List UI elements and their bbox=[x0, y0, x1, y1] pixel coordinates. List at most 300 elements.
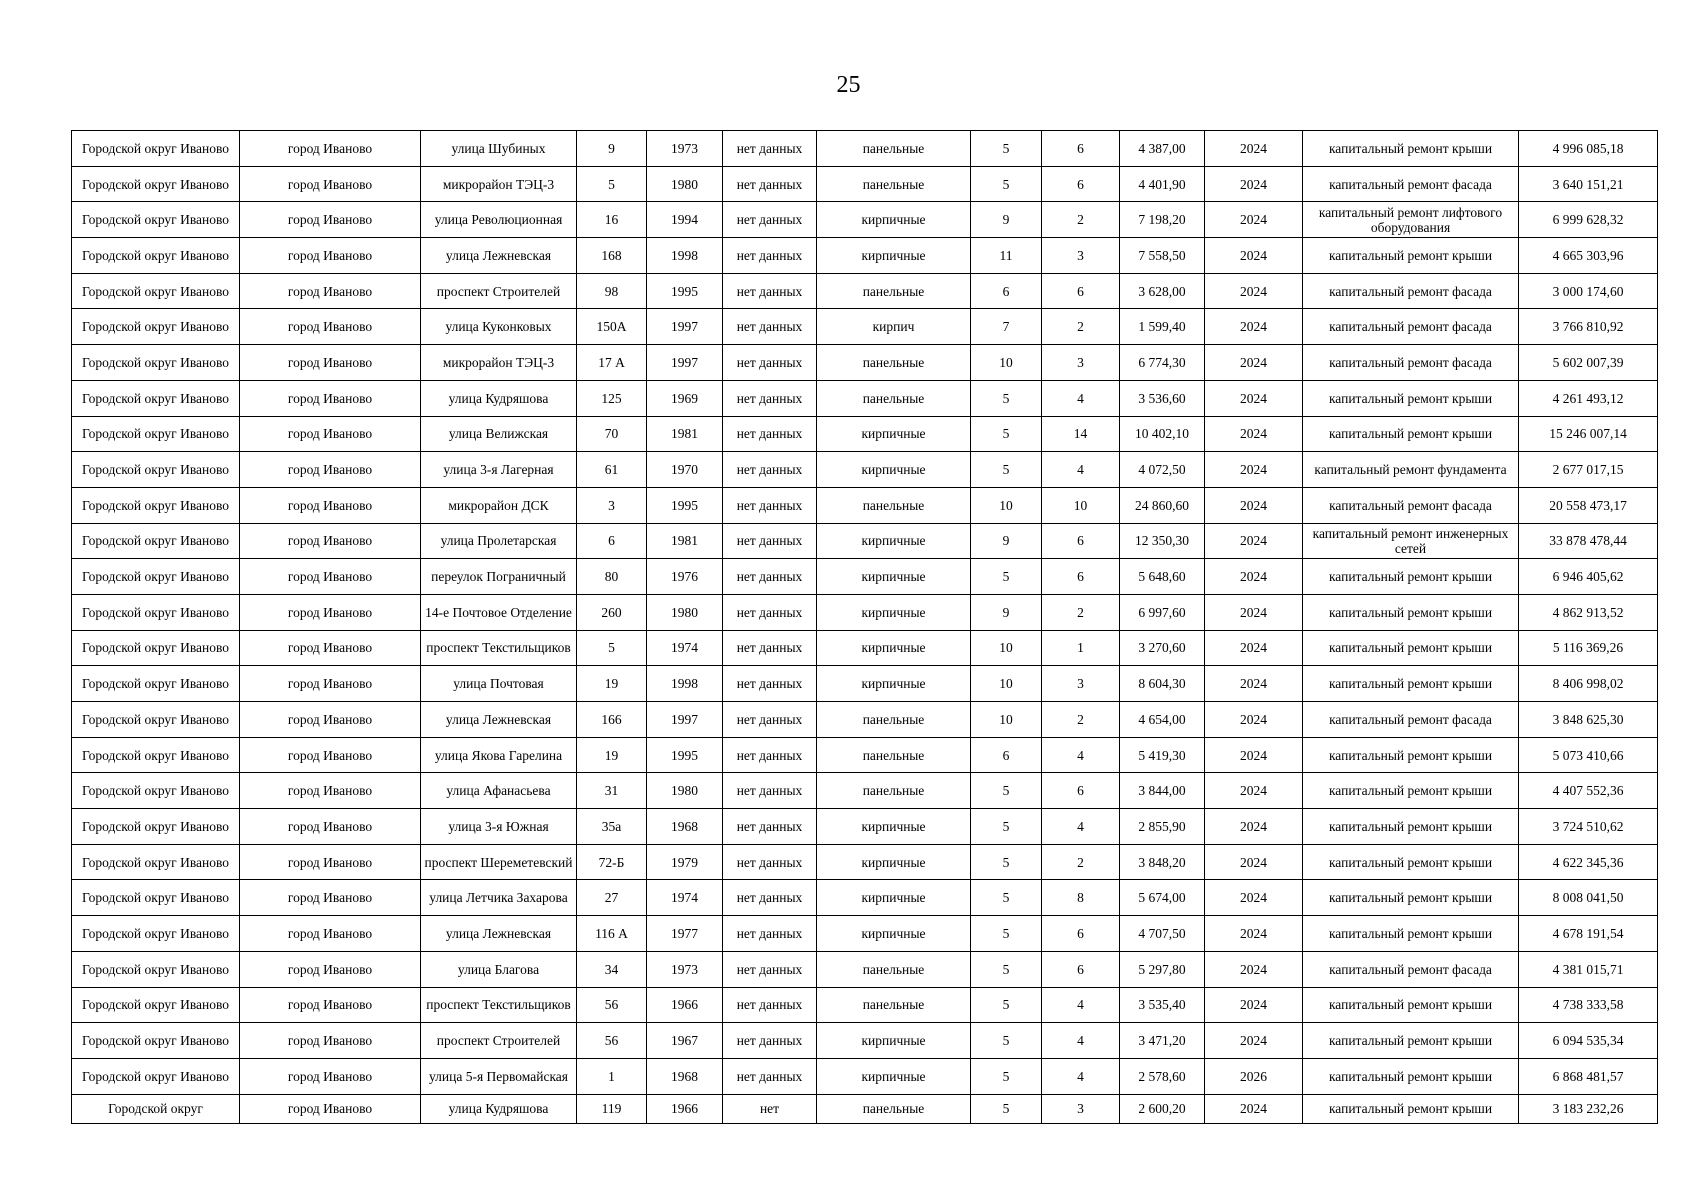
cell-municipality: Городской округ Иваново bbox=[72, 380, 240, 416]
cell-status: нет данных bbox=[723, 238, 817, 274]
cell-cost: 3 766 810,92 bbox=[1519, 309, 1658, 345]
cell-entrances: 6 bbox=[1042, 273, 1120, 309]
cell-work-type: капитальный ремонт крыши bbox=[1303, 737, 1519, 773]
cell-municipality: Городской округ Иваново bbox=[72, 487, 240, 523]
cell-work-type: капитальный ремонт крыши bbox=[1303, 916, 1519, 952]
cell-floors: 9 bbox=[971, 523, 1042, 559]
cell-street: проспект Строителей bbox=[421, 273, 577, 309]
cell-municipality: Городской округ Иваново bbox=[72, 987, 240, 1023]
cell-settlement: город Иваново bbox=[240, 309, 421, 345]
cell-floors: 5 bbox=[971, 987, 1042, 1023]
cell-street: проспект Текстильщиков bbox=[421, 630, 577, 666]
cell-floors: 5 bbox=[971, 452, 1042, 488]
cell-entrances: 2 bbox=[1042, 202, 1120, 238]
cell-cost: 4 381 015,71 bbox=[1519, 951, 1658, 987]
cell-area: 6 997,60 bbox=[1120, 594, 1205, 630]
cell-cost: 3 183 232,26 bbox=[1519, 1094, 1658, 1123]
cell-street: улица Лежневская bbox=[421, 916, 577, 952]
cell-plan-year: 2024 bbox=[1205, 809, 1303, 845]
cell-plan-year: 2024 bbox=[1205, 1094, 1303, 1123]
cell-house-number: 5 bbox=[577, 166, 647, 202]
table-row bbox=[72, 1094, 1658, 1123]
cell-area: 1 599,40 bbox=[1120, 309, 1205, 345]
cell-plan-year: 2026 bbox=[1205, 1058, 1303, 1094]
cell-floors: 5 bbox=[971, 1058, 1042, 1094]
cell-entrances: 2 bbox=[1042, 702, 1120, 738]
cell-floors: 6 bbox=[971, 273, 1042, 309]
cell-area: 5 297,80 bbox=[1120, 951, 1205, 987]
cell-work-type: капитальный ремонт крыши bbox=[1303, 1094, 1519, 1123]
cell-plan-year: 2024 bbox=[1205, 880, 1303, 916]
cell-municipality: Городской округ Иваново bbox=[72, 666, 240, 702]
cell-cost: 20 558 473,17 bbox=[1519, 487, 1658, 523]
cell-house-number: 9 bbox=[577, 131, 647, 167]
cell-wall-material: панельные bbox=[817, 487, 971, 523]
cell-area: 10 402,10 bbox=[1120, 416, 1205, 452]
cell-entrances: 6 bbox=[1042, 916, 1120, 952]
table-row bbox=[72, 416, 1658, 452]
cell-area: 3 628,00 bbox=[1120, 273, 1205, 309]
cell-status: нет данных bbox=[723, 273, 817, 309]
cell-status: нет данных bbox=[723, 630, 817, 666]
housing-repair-table bbox=[71, 130, 1658, 1124]
cell-settlement: город Иваново bbox=[240, 452, 421, 488]
table-row bbox=[72, 273, 1658, 309]
cell-cost: 4 665 303,96 bbox=[1519, 238, 1658, 274]
cell-entrances: 4 bbox=[1042, 737, 1120, 773]
cell-status: нет данных bbox=[723, 666, 817, 702]
cell-plan-year: 2024 bbox=[1205, 131, 1303, 167]
cell-wall-material: панельные bbox=[817, 702, 971, 738]
cell-status: нет данных bbox=[723, 166, 817, 202]
cell-street: улица Летчика Захарова bbox=[421, 880, 577, 916]
cell-floors: 5 bbox=[971, 1094, 1042, 1123]
table-row bbox=[72, 666, 1658, 702]
cell-entrances: 6 bbox=[1042, 559, 1120, 595]
cell-entrances: 1 bbox=[1042, 630, 1120, 666]
cell-municipality: Городской округ Иваново bbox=[72, 131, 240, 167]
cell-plan-year: 2024 bbox=[1205, 273, 1303, 309]
cell-wall-material: кирпичные bbox=[817, 559, 971, 595]
cell-settlement: город Иваново bbox=[240, 844, 421, 880]
cell-settlement: город Иваново bbox=[240, 1094, 421, 1123]
cell-wall-material: панельные bbox=[817, 987, 971, 1023]
cell-work-type: капитальный ремонт фасада bbox=[1303, 487, 1519, 523]
cell-house-number: 35а bbox=[577, 809, 647, 845]
table-row bbox=[72, 916, 1658, 952]
cell-status: нет данных bbox=[723, 880, 817, 916]
cell-wall-material: панельные bbox=[817, 273, 971, 309]
cell-work-type: капитальный ремонт крыши bbox=[1303, 131, 1519, 167]
cell-street: 14-е Почтовое Отделение bbox=[421, 594, 577, 630]
cell-status: нет данных bbox=[723, 702, 817, 738]
cell-floors: 5 bbox=[971, 131, 1042, 167]
cell-cost: 33 878 478,44 bbox=[1519, 523, 1658, 559]
cell-house-number: 56 bbox=[577, 1023, 647, 1059]
cell-house-number: 19 bbox=[577, 737, 647, 773]
cell-status: нет данных bbox=[723, 380, 817, 416]
cell-work-type: капитальный ремонт крыши bbox=[1303, 1023, 1519, 1059]
cell-settlement: город Иваново bbox=[240, 1023, 421, 1059]
cell-wall-material: кирпичные bbox=[817, 809, 971, 845]
cell-entrances: 14 bbox=[1042, 416, 1120, 452]
cell-cost: 6 868 481,57 bbox=[1519, 1058, 1658, 1094]
cell-wall-material: кирпичные bbox=[817, 1023, 971, 1059]
cell-cost: 6 999 628,32 bbox=[1519, 202, 1658, 238]
cell-status: нет данных bbox=[723, 951, 817, 987]
cell-work-type: капитальный ремонт фасада bbox=[1303, 166, 1519, 202]
cell-build-year: 1997 bbox=[647, 702, 723, 738]
cell-wall-material: панельные bbox=[817, 951, 971, 987]
cell-cost: 6 094 535,34 bbox=[1519, 1023, 1658, 1059]
cell-build-year: 1976 bbox=[647, 559, 723, 595]
cell-house-number: 31 bbox=[577, 773, 647, 809]
cell-wall-material: кирпичные bbox=[817, 916, 971, 952]
cell-floors: 5 bbox=[971, 809, 1042, 845]
cell-area: 5 419,30 bbox=[1120, 737, 1205, 773]
cell-floors: 10 bbox=[971, 487, 1042, 523]
cell-work-type: капитальный ремонт крыши bbox=[1303, 987, 1519, 1023]
cell-build-year: 1998 bbox=[647, 238, 723, 274]
cell-plan-year: 2024 bbox=[1205, 238, 1303, 274]
cell-street: проспект Шереметевский bbox=[421, 844, 577, 880]
cell-street: проспект Текстильщиков bbox=[421, 987, 577, 1023]
cell-plan-year: 2024 bbox=[1205, 1023, 1303, 1059]
cell-build-year: 1997 bbox=[647, 309, 723, 345]
cell-settlement: город Иваново bbox=[240, 416, 421, 452]
table-row bbox=[72, 737, 1658, 773]
cell-work-type: капитальный ремонт крыши bbox=[1303, 1058, 1519, 1094]
cell-plan-year: 2024 bbox=[1205, 737, 1303, 773]
cell-work-type: капитальный ремонт крыши bbox=[1303, 238, 1519, 274]
cell-floors: 9 bbox=[971, 594, 1042, 630]
table-row bbox=[72, 951, 1658, 987]
cell-cost: 8 008 041,50 bbox=[1519, 880, 1658, 916]
cell-wall-material: панельные bbox=[817, 773, 971, 809]
cell-municipality: Городской округ Иваново bbox=[72, 202, 240, 238]
cell-status: нет bbox=[723, 1094, 817, 1123]
cell-house-number: 98 bbox=[577, 273, 647, 309]
cell-floors: 5 bbox=[971, 1023, 1042, 1059]
cell-plan-year: 2024 bbox=[1205, 702, 1303, 738]
cell-plan-year: 2024 bbox=[1205, 452, 1303, 488]
cell-house-number: 6 bbox=[577, 523, 647, 559]
cell-settlement: город Иваново bbox=[240, 380, 421, 416]
cell-municipality: Городской округ Иваново bbox=[72, 702, 240, 738]
cell-floors: 11 bbox=[971, 238, 1042, 274]
cell-area: 3 535,40 bbox=[1120, 987, 1205, 1023]
cell-status: нет данных bbox=[723, 452, 817, 488]
cell-municipality: Городской округ Иваново bbox=[72, 309, 240, 345]
cell-municipality: Городской округ Иваново bbox=[72, 166, 240, 202]
cell-street: улица Лежневская bbox=[421, 702, 577, 738]
cell-build-year: 1981 bbox=[647, 416, 723, 452]
cell-street: микрорайон ТЭЦ-3 bbox=[421, 345, 577, 381]
cell-build-year: 1968 bbox=[647, 809, 723, 845]
cell-entrances: 4 bbox=[1042, 809, 1120, 845]
cell-floors: 6 bbox=[971, 737, 1042, 773]
cell-floors: 5 bbox=[971, 416, 1042, 452]
cell-cost: 4 261 493,12 bbox=[1519, 380, 1658, 416]
cell-house-number: 27 bbox=[577, 880, 647, 916]
table-row bbox=[72, 594, 1658, 630]
cell-cost: 5 073 410,66 bbox=[1519, 737, 1658, 773]
cell-house-number: 168 bbox=[577, 238, 647, 274]
cell-work-type: капитальный ремонт крыши bbox=[1303, 844, 1519, 880]
cell-status: нет данных bbox=[723, 202, 817, 238]
cell-settlement: город Иваново bbox=[240, 1058, 421, 1094]
cell-municipality: Городской округ Иваново bbox=[72, 238, 240, 274]
cell-wall-material: кирпичные bbox=[817, 202, 971, 238]
cell-entrances: 6 bbox=[1042, 951, 1120, 987]
cell-work-type: капитальный ремонт крыши bbox=[1303, 416, 1519, 452]
cell-area: 5 674,00 bbox=[1120, 880, 1205, 916]
table-row bbox=[72, 702, 1658, 738]
cell-cost: 4 738 333,58 bbox=[1519, 987, 1658, 1023]
table-row bbox=[72, 345, 1658, 381]
cell-wall-material: панельные bbox=[817, 131, 971, 167]
cell-entrances: 4 bbox=[1042, 987, 1120, 1023]
cell-floors: 10 bbox=[971, 630, 1042, 666]
cell-plan-year: 2024 bbox=[1205, 345, 1303, 381]
cell-wall-material: кирпич bbox=[817, 309, 971, 345]
cell-settlement: город Иваново bbox=[240, 773, 421, 809]
cell-status: нет данных bbox=[723, 309, 817, 345]
cell-entrances: 4 bbox=[1042, 452, 1120, 488]
cell-municipality: Городской округ Иваново bbox=[72, 273, 240, 309]
cell-municipality: Городской округ Иваново bbox=[72, 951, 240, 987]
cell-area: 8 604,30 bbox=[1120, 666, 1205, 702]
cell-wall-material: кирпичные bbox=[817, 594, 971, 630]
cell-status: нет данных bbox=[723, 559, 817, 595]
cell-build-year: 1973 bbox=[647, 951, 723, 987]
cell-area: 24 860,60 bbox=[1120, 487, 1205, 523]
cell-entrances: 6 bbox=[1042, 166, 1120, 202]
table-row bbox=[72, 523, 1658, 559]
cell-cost: 15 246 007,14 bbox=[1519, 416, 1658, 452]
cell-build-year: 1967 bbox=[647, 1023, 723, 1059]
cell-municipality: Городской округ Иваново bbox=[72, 345, 240, 381]
table-body bbox=[72, 131, 1658, 1124]
cell-floors: 10 bbox=[971, 345, 1042, 381]
cell-build-year: 1974 bbox=[647, 880, 723, 916]
cell-wall-material: кирпичные bbox=[817, 880, 971, 916]
cell-cost: 3 848 625,30 bbox=[1519, 702, 1658, 738]
cell-floors: 5 bbox=[971, 880, 1042, 916]
table-row bbox=[72, 559, 1658, 595]
cell-work-type: капитальный ремонт фасада bbox=[1303, 702, 1519, 738]
cell-plan-year: 2024 bbox=[1205, 202, 1303, 238]
table-row bbox=[72, 238, 1658, 274]
cell-area: 7 198,20 bbox=[1120, 202, 1205, 238]
cell-build-year: 1998 bbox=[647, 666, 723, 702]
cell-plan-year: 2024 bbox=[1205, 559, 1303, 595]
cell-street: улица 5-я Первомайская bbox=[421, 1058, 577, 1094]
cell-cost: 3 000 174,60 bbox=[1519, 273, 1658, 309]
cell-build-year: 1980 bbox=[647, 594, 723, 630]
cell-plan-year: 2024 bbox=[1205, 523, 1303, 559]
cell-settlement: город Иваново bbox=[240, 594, 421, 630]
cell-municipality: Городской округ Иваново bbox=[72, 844, 240, 880]
cell-area: 4 707,50 bbox=[1120, 916, 1205, 952]
cell-entrances: 6 bbox=[1042, 523, 1120, 559]
table-row bbox=[72, 809, 1658, 845]
cell-settlement: город Иваново bbox=[240, 951, 421, 987]
table-row bbox=[72, 309, 1658, 345]
cell-area: 3 536,60 bbox=[1120, 380, 1205, 416]
cell-work-type: капитальный ремонт фасада bbox=[1303, 345, 1519, 381]
cell-floors: 10 bbox=[971, 702, 1042, 738]
cell-municipality: Городской округ Иваново bbox=[72, 1058, 240, 1094]
cell-wall-material: кирпичные bbox=[817, 238, 971, 274]
cell-plan-year: 2024 bbox=[1205, 416, 1303, 452]
cell-floors: 5 bbox=[971, 916, 1042, 952]
cell-street: микрорайон ДСК bbox=[421, 487, 577, 523]
cell-area: 5 648,60 bbox=[1120, 559, 1205, 595]
cell-build-year: 1980 bbox=[647, 773, 723, 809]
cell-house-number: 56 bbox=[577, 987, 647, 1023]
cell-settlement: город Иваново bbox=[240, 666, 421, 702]
cell-house-number: 70 bbox=[577, 416, 647, 452]
cell-plan-year: 2024 bbox=[1205, 594, 1303, 630]
cell-work-type: капитальный ремонт фасада bbox=[1303, 951, 1519, 987]
cell-settlement: город Иваново bbox=[240, 880, 421, 916]
table-row bbox=[72, 844, 1658, 880]
cell-floors: 5 bbox=[971, 380, 1042, 416]
cell-entrances: 4 bbox=[1042, 1023, 1120, 1059]
cell-plan-year: 2024 bbox=[1205, 916, 1303, 952]
cell-municipality: Городской округ Иваново bbox=[72, 773, 240, 809]
cell-settlement: город Иваново bbox=[240, 166, 421, 202]
cell-entrances: 3 bbox=[1042, 238, 1120, 274]
table-row bbox=[72, 166, 1658, 202]
table-row bbox=[72, 131, 1658, 167]
cell-house-number: 166 bbox=[577, 702, 647, 738]
cell-entrances: 6 bbox=[1042, 131, 1120, 167]
cell-cost: 6 946 405,62 bbox=[1519, 559, 1658, 595]
cell-street: улица Шубиных bbox=[421, 131, 577, 167]
cell-house-number: 16 bbox=[577, 202, 647, 238]
cell-entrances: 3 bbox=[1042, 666, 1120, 702]
cell-work-type: капитальный ремонт инженерных сетей bbox=[1303, 523, 1519, 559]
cell-work-type: капитальный ремонт фасада bbox=[1303, 309, 1519, 345]
cell-house-number: 260 bbox=[577, 594, 647, 630]
cell-street: улица Благова bbox=[421, 951, 577, 987]
cell-street: улица Почтовая bbox=[421, 666, 577, 702]
cell-wall-material: панельные bbox=[817, 345, 971, 381]
cell-work-type: капитальный ремонт фундамента bbox=[1303, 452, 1519, 488]
cell-street: улица Велижская bbox=[421, 416, 577, 452]
cell-floors: 7 bbox=[971, 309, 1042, 345]
cell-settlement: город Иваново bbox=[240, 523, 421, 559]
cell-house-number: 150А bbox=[577, 309, 647, 345]
cell-house-number: 19 bbox=[577, 666, 647, 702]
cell-municipality: Городской округ Иваново bbox=[72, 594, 240, 630]
cell-house-number: 80 bbox=[577, 559, 647, 595]
cell-cost: 3 640 151,21 bbox=[1519, 166, 1658, 202]
cell-house-number: 116 А bbox=[577, 916, 647, 952]
cell-cost: 4 996 085,18 bbox=[1519, 131, 1658, 167]
cell-settlement: город Иваново bbox=[240, 273, 421, 309]
cell-status: нет данных bbox=[723, 131, 817, 167]
cell-municipality: Городской округ Иваново bbox=[72, 559, 240, 595]
cell-entrances: 3 bbox=[1042, 345, 1120, 381]
cell-municipality: Городской округ Иваново bbox=[72, 630, 240, 666]
cell-area: 4 654,00 bbox=[1120, 702, 1205, 738]
cell-entrances: 2 bbox=[1042, 309, 1120, 345]
cell-entrances: 6 bbox=[1042, 773, 1120, 809]
cell-plan-year: 2024 bbox=[1205, 666, 1303, 702]
cell-status: нет данных bbox=[723, 416, 817, 452]
cell-build-year: 1966 bbox=[647, 1094, 723, 1123]
cell-cost: 5 116 369,26 bbox=[1519, 630, 1658, 666]
cell-area: 2 855,90 bbox=[1120, 809, 1205, 845]
cell-street: улица Кудряшова bbox=[421, 380, 577, 416]
cell-street: улица Якова Гарелина bbox=[421, 737, 577, 773]
cell-municipality: Городской округ Иваново bbox=[72, 452, 240, 488]
cell-area: 3 270,60 bbox=[1120, 630, 1205, 666]
cell-settlement: город Иваново bbox=[240, 238, 421, 274]
cell-wall-material: кирпичные bbox=[817, 452, 971, 488]
cell-settlement: город Иваново bbox=[240, 131, 421, 167]
table-row bbox=[72, 987, 1658, 1023]
cell-area: 4 387,00 bbox=[1120, 131, 1205, 167]
cell-floors: 5 bbox=[971, 844, 1042, 880]
cell-cost: 4 407 552,36 bbox=[1519, 773, 1658, 809]
cell-build-year: 1995 bbox=[647, 487, 723, 523]
cell-build-year: 1969 bbox=[647, 380, 723, 416]
cell-house-number: 61 bbox=[577, 452, 647, 488]
cell-status: нет данных bbox=[723, 844, 817, 880]
cell-wall-material: кирпичные bbox=[817, 1058, 971, 1094]
cell-house-number: 119 bbox=[577, 1094, 647, 1123]
cell-municipality: Городской округ Иваново bbox=[72, 523, 240, 559]
table-row bbox=[72, 773, 1658, 809]
cell-build-year: 1973 bbox=[647, 131, 723, 167]
cell-wall-material: кирпичные bbox=[817, 630, 971, 666]
cell-area: 2 578,60 bbox=[1120, 1058, 1205, 1094]
cell-street: улица Революционная bbox=[421, 202, 577, 238]
cell-street: улица 3-я Лагерная bbox=[421, 452, 577, 488]
cell-status: нет данных bbox=[723, 809, 817, 845]
cell-cost: 4 678 191,54 bbox=[1519, 916, 1658, 952]
cell-cost: 2 677 017,15 bbox=[1519, 452, 1658, 488]
cell-settlement: город Иваново bbox=[240, 737, 421, 773]
cell-build-year: 1968 bbox=[647, 1058, 723, 1094]
cell-municipality: Городской округ Иваново bbox=[72, 737, 240, 773]
cell-settlement: город Иваново bbox=[240, 987, 421, 1023]
cell-wall-material: кирпичные bbox=[817, 523, 971, 559]
cell-status: нет данных bbox=[723, 594, 817, 630]
cell-municipality: Городской округ Иваново bbox=[72, 416, 240, 452]
cell-work-type: капитальный ремонт крыши bbox=[1303, 559, 1519, 595]
cell-build-year: 1979 bbox=[647, 844, 723, 880]
cell-status: нет данных bbox=[723, 487, 817, 523]
cell-entrances: 3 bbox=[1042, 1094, 1120, 1123]
cell-cost: 4 622 345,36 bbox=[1519, 844, 1658, 880]
cell-house-number: 72-Б bbox=[577, 844, 647, 880]
cell-area: 7 558,50 bbox=[1120, 238, 1205, 274]
cell-build-year: 1995 bbox=[647, 273, 723, 309]
cell-street: улица Куконковых bbox=[421, 309, 577, 345]
cell-entrances: 4 bbox=[1042, 1058, 1120, 1094]
cell-work-type: капитальный ремонт крыши bbox=[1303, 380, 1519, 416]
cell-street: улица Афанасьева bbox=[421, 773, 577, 809]
cell-cost: 3 724 510,62 bbox=[1519, 809, 1658, 845]
cell-plan-year: 2024 bbox=[1205, 380, 1303, 416]
cell-plan-year: 2024 bbox=[1205, 987, 1303, 1023]
table-row bbox=[72, 202, 1658, 238]
